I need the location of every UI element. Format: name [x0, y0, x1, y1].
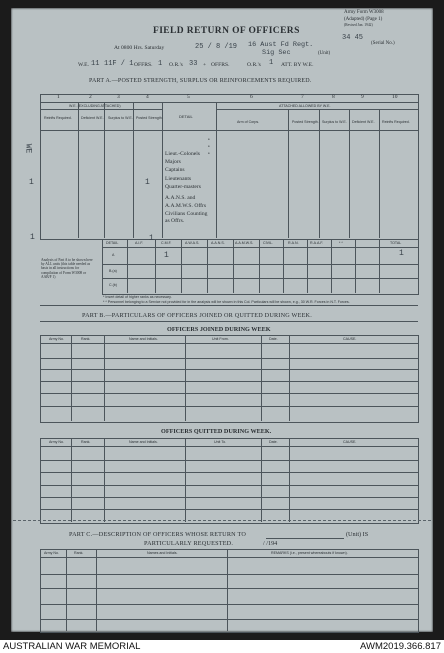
an-h-aans: A.A.N.S. [211, 241, 225, 245]
sub-posted-att: Posted Strength. [292, 120, 319, 124]
quitted-table [40, 438, 419, 524]
an-hw-aif: 1 [164, 251, 169, 260]
footer-accession: AWM2019.366.817 [360, 641, 441, 652]
serial-number: 34 45 [342, 34, 364, 42]
form-title: FIELD RETURN OF OFFICERS [153, 26, 300, 36]
col-num-7: 7 [301, 94, 304, 100]
rank-lieutenants: Lieutenants [165, 176, 192, 182]
part-c-date: / /194 [263, 540, 278, 547]
an-h-detail: DETAIL [106, 241, 119, 245]
form-sheet [11, 8, 433, 632]
quitted-col-unit: Unit To. [214, 440, 227, 444]
quitted-col-rank: Rank. [81, 440, 91, 444]
ors-label: O.R.'s [169, 62, 183, 68]
group-attached: ATTACHED ALLOWED BY W.E. [279, 104, 331, 108]
an-h-cmf: C.M.F. [161, 241, 172, 245]
sub-posted: Posted Strength. [136, 116, 163, 120]
an-hw-detail: 1 [149, 234, 154, 243]
hw-one-posted: 1 [145, 178, 150, 187]
quitted-col-cause: CAUSE. [343, 440, 357, 444]
joined-table [40, 335, 419, 423]
part-c-line2: PARTICULARLY REQUESTED. [144, 540, 234, 547]
an-h-other: * * [339, 241, 343, 245]
rank-dots: • • • [208, 138, 210, 157]
rank-majors: Majors [165, 159, 181, 165]
an-h-civil: CIVIL. [263, 241, 273, 245]
footer-institution: AUSTRALIAN WAR MEMORIAL [3, 641, 141, 652]
form-id-line1: Army Form W3008 [344, 10, 384, 15]
joined-col-unit: Unit From. [212, 337, 229, 341]
quitted-col-name: Name and Initials. [129, 440, 158, 444]
rank-civilians: Civilians Counting [165, 211, 208, 217]
an-h-aamws: A.A.M.W.S. [235, 241, 254, 245]
ors-value: 33 [189, 60, 198, 68]
an-row-a: A [112, 253, 115, 257]
col-num-10: 10 [392, 94, 398, 100]
rank-lt-col: Lieut.-Colonels [165, 151, 200, 157]
analysis-note: Analysis of Part A to be shown here by ALL units (this table needed as basis in all instructions for compilation of Form W3008 or AAB/F 1) [41, 258, 93, 279]
we-value-2: 11F / 1 [104, 60, 134, 68]
col-num-3: 3 [117, 94, 120, 100]
we-label: W.E. [78, 62, 89, 68]
joined-col-date: Date. [269, 337, 278, 341]
hw-one-total: 1 [30, 233, 35, 242]
serial-label: (Serial No.) [371, 41, 395, 46]
an-h-total: TOTAL [390, 241, 402, 245]
we-value: 11 [91, 60, 100, 68]
sub-reinfts-att: Reinfts Required. [382, 120, 410, 124]
date-line-prefix: At 0800 Hrs. Saturday [114, 45, 165, 51]
joined-col-cause: CAUSE. [343, 337, 357, 341]
col-num-4: 4 [146, 94, 149, 100]
hw-one-left: 1 [29, 178, 34, 187]
part-c-col-armyno: Army No. [44, 551, 59, 555]
part-c-col-rank: Rank. [74, 551, 84, 555]
an-h-aif: A.I.F. [135, 241, 144, 245]
part-a-heading: PART A.—POSTED STRENGTH, SURPLUS OR REINFORCEMENTS REQUIRED. [89, 78, 312, 84]
ors2-label: O.R.'s [247, 62, 261, 68]
joined-col-armyno: Army No. [49, 337, 64, 341]
date-value: 25 / 8 /19 [195, 43, 238, 51]
sub-reinfts: Reinfts Required. [44, 116, 72, 120]
joined-title: OFFICERS JOINED DURING WEEK [167, 326, 271, 333]
quitted-title: OFFICERS QUITTED DURING WEEK. [161, 428, 272, 435]
an-h-raaf: R.A.A.F. [310, 241, 324, 245]
joined-col-rank: Rank. [81, 337, 91, 341]
col-num-5: 5 [187, 94, 190, 100]
form-id-line2: (Adapted) (Page 1) [344, 17, 383, 22]
part-c-col-remarks: REMARKS (i.e., present whereabouts if known). [271, 551, 348, 555]
offrs-label: OFFRS. [134, 62, 153, 68]
col-num-2: 2 [89, 94, 92, 100]
sub-surplus: Surplus to W.E. [108, 116, 133, 120]
sub-surplus-att: Surplus to W.E. [322, 120, 347, 124]
group-we-excl: W.E. (EXCLUDING ATTACHED) [69, 104, 121, 108]
plus-sign: + [203, 62, 207, 68]
unit-name: 16 Aust Fd Regt. [248, 41, 314, 49]
col-num-8: 8 [332, 94, 335, 100]
an-row-c: C.(b) [109, 283, 117, 287]
form-id-line3: (Revised Jan. 1942) [344, 23, 373, 27]
an-hw-total: 1 [399, 249, 404, 258]
part-c-col-name: Names and Initials. [147, 551, 178, 555]
rank-qm: Quarter-masters [165, 184, 201, 190]
an-row-b: B.(a) [109, 269, 117, 273]
part-c-line1: PART C.—DESCRIPTION OF OFFICERS WHOSE RETURN TO [69, 531, 246, 538]
archive-footer [0, 640, 444, 653]
part-b-heading: PART B.—PARTICULARS OF OFFICERS JOINED OR QUITTED DURING WEEK. [82, 312, 312, 319]
att-by-we: ATT. BY W.E. [281, 62, 314, 68]
rank-civilians-2: as Offrs. [165, 218, 185, 224]
col-num-9: 9 [361, 94, 364, 100]
sub-deficient: Deficient W.E. [81, 116, 104, 120]
an-h-ran: R.A.N. [288, 241, 299, 245]
we-handwritten: WE [23, 143, 33, 154]
col-num-6: 6 [250, 94, 253, 100]
part-c-unit: (Unit) IS [346, 531, 369, 538]
joined-col-name: Name and Initials. [129, 337, 158, 341]
unit-sub: Sig Sec [262, 49, 291, 57]
quitted-col-armyno: Army No. [49, 440, 64, 444]
an-foot-1: * Insert detail of higher ranks as necessary. [103, 295, 172, 299]
offrs2-label: OFFRS. [211, 62, 230, 68]
perforation-line [13, 520, 431, 522]
sub-arm-corps: Arm of Corps. [237, 120, 260, 124]
rank-captains: Captains [165, 167, 185, 173]
sub-deficient-att: Deficient W.E. [352, 120, 375, 124]
offrs-value: 1 [158, 60, 163, 68]
rank-aamws: A.A.M.W.S. Offrs [165, 203, 207, 209]
quitted-col-date: Date. [269, 440, 278, 444]
detail-header: DETAIL [179, 114, 193, 119]
an-foot-2: * * Personnel belonging to a Service not provided for in the analysis will be shown in this Col. Particulars will be shown, e.g., 30 W.R. Forces in N.T. Forces. [103, 300, 350, 304]
an-h-awas: A.W.A.S. [185, 241, 200, 245]
rank-aans: A.A.N.S. and [165, 195, 196, 201]
ors2-value: 1 [269, 59, 274, 67]
col-num-1: 1 [57, 94, 60, 100]
unit-label: (Unit) [318, 51, 331, 56]
